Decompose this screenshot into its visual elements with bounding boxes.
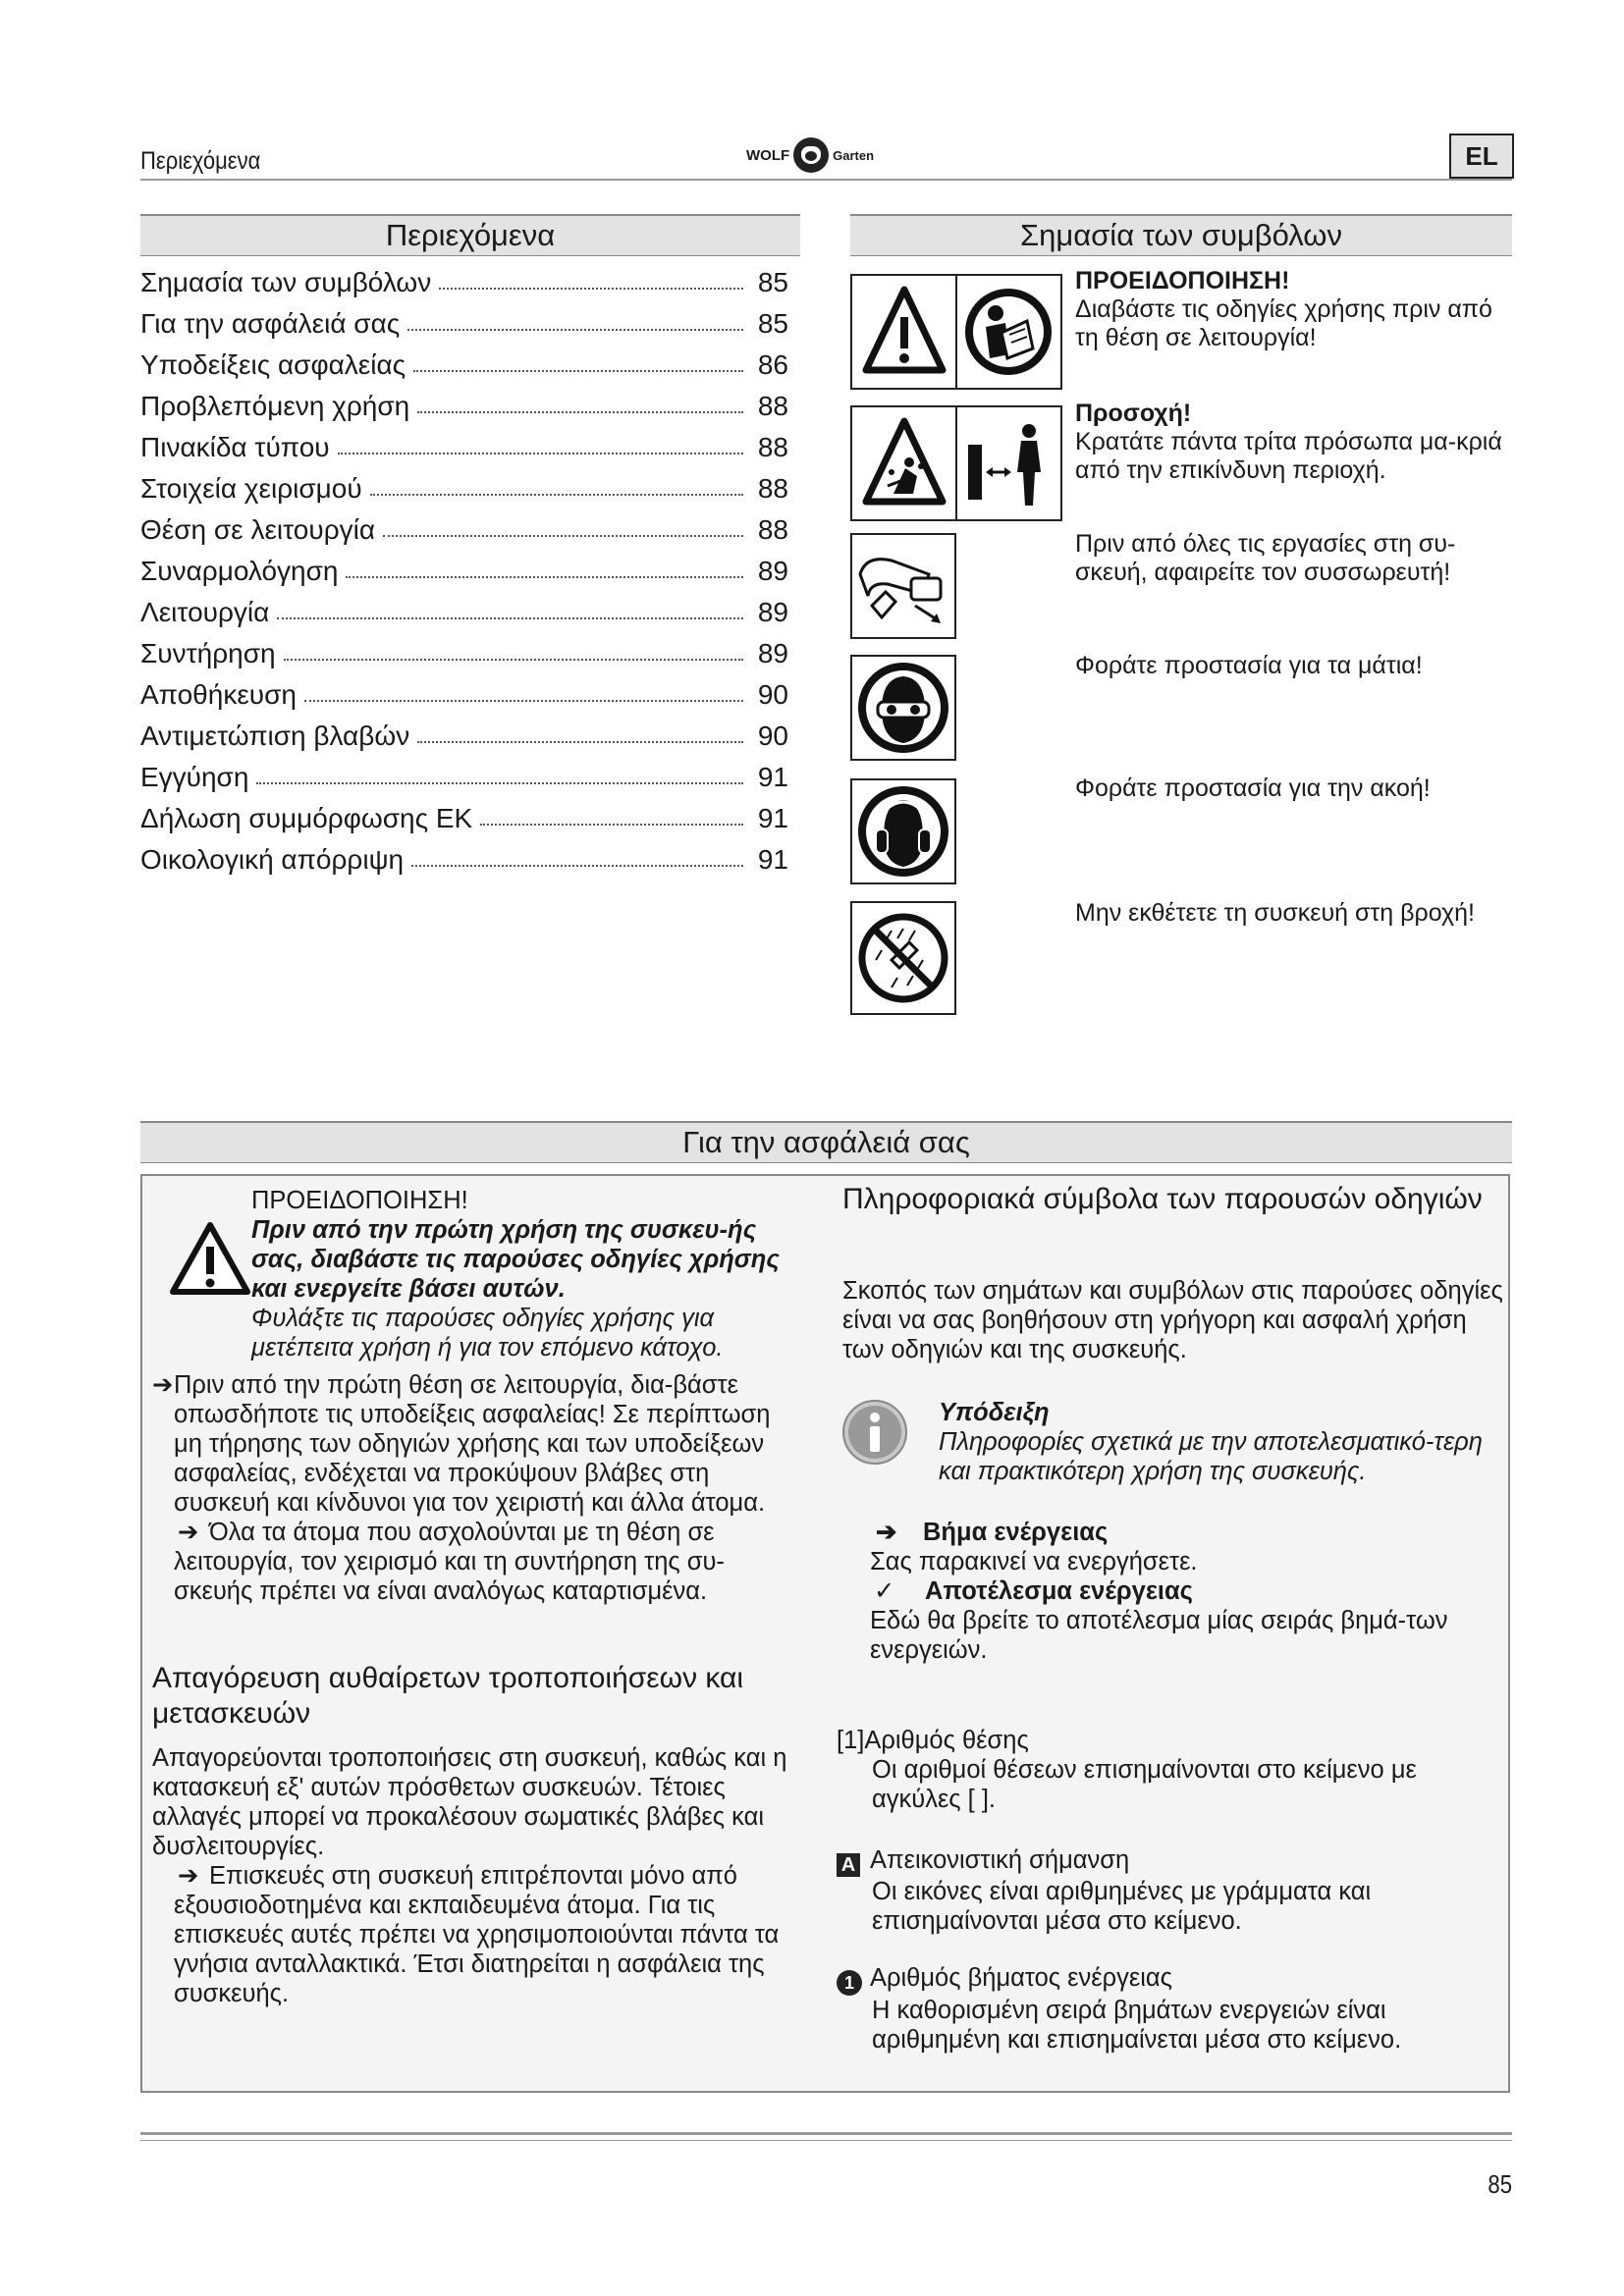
warning-read-manual-sign	[850, 274, 1062, 390]
symbol-description	[1075, 652, 1517, 680]
figure-badge: A	[837, 1853, 860, 1877]
toc-item-page: 91	[757, 803, 788, 833]
toc-item-page: 88	[757, 514, 788, 545]
symbol-description	[1075, 899, 1517, 928]
safety-title: Για την ασφάλειά σας	[682, 1125, 970, 1159]
keep-distance-sign	[850, 405, 1062, 521]
brand-wordmark-right: Garten	[833, 147, 875, 163]
warning-heading: ΠΡΟΕΙΔΟΠΟΙΗΣΗ!	[251, 1187, 468, 1214]
toc-item[interactable]	[140, 463, 788, 505]
symbol-heading: Προσοχή!	[1075, 400, 1192, 427]
toc-item-label: Λειτουργία	[140, 597, 270, 627]
table-of-contents	[140, 257, 788, 876]
toc-item-label: Θέση σε λειτουργία	[140, 514, 376, 545]
toc-item[interactable]	[140, 422, 788, 463]
hint-text: Πληροφορίες σχετικά με την αποτελεσματικό-τερη και πρακτικότερη χρήση της συσκευής.	[939, 1428, 1483, 1485]
toc-item-page: 86	[757, 349, 788, 380]
running-header-title: Περιεχόμενα	[140, 147, 261, 175]
toc-item-label: Αντιμετώπιση βλαβών	[140, 721, 410, 751]
modifications-text: Απαγορεύονται τροποποιήσεις στη συσκευή, καθώς και η κατασκευή εξ' αυτών πρόσθετων συσκευών. Τέτοιες αλλαγές μπορεί να προκαλέσουν σωματικές βλάβες και δυσλειτουργίες.	[152, 1744, 787, 1860]
symbol-text: Φοράτε προστασία για την ακοή!	[1075, 774, 1431, 802]
toc-item-label: Αποθήκευση	[140, 679, 297, 710]
arrow-icon: ➔	[876, 1519, 897, 1546]
toc-item[interactable]	[140, 546, 788, 587]
symbol-description	[1075, 774, 1517, 803]
no-rain-sign	[850, 901, 956, 1015]
symbol-text: Διαβάστε τις οδηγίες χρήσης πριν από τη θέση σε λειτουργία!	[1075, 295, 1492, 351]
footer-divider-thin	[140, 2140, 1512, 2141]
info-symbols-text: Σκοπός των σημάτων και συμβόλων στις παρούσες οδηγίες είναι να σας βοηθήσουν στη γρήγορη και ασφαλή χρήση των οδηγιών και της συσκευής.	[842, 1277, 1503, 1363]
toc-title: Περιεχόμενα	[385, 218, 556, 252]
step-text: Σας παρακινεί να ενεργήσετε.	[870, 1548, 1198, 1575]
wolf-head-icon	[793, 137, 829, 173]
toc-item[interactable]	[140, 257, 788, 298]
toc-title-bar	[140, 214, 800, 256]
toc-item[interactable]	[140, 752, 788, 793]
brand-logo	[746, 135, 874, 175]
toc-item-label: Συντήρηση	[140, 638, 276, 668]
hint-heading: Υπόδειξη	[939, 1399, 1050, 1426]
modifications-heading: Απαγόρευση αυθαίρετων τροποποιήσεων και μετασκευών	[152, 1662, 744, 1730]
toc-item[interactable]	[140, 711, 788, 752]
toc-item-page: 91	[757, 844, 788, 875]
instruction-text: Πριν από την πρώτη θέση σε λειτουργία, δια-βάστε οπωσδήποτε τις υποδείξεις ασφαλείας! Σε περίπτωση μη τήρησης των οδηγιών χρήσης και των υποδείξεων ασφαλείας, ενδέχεται να προκύψουν βλάβες στη συσκευή και κίνδυνοι για τον χειριστή και άλλα άτομα.	[174, 1371, 771, 1517]
safety-title-bar	[140, 1121, 1512, 1163]
toc-item-page: 88	[757, 473, 788, 504]
toc-item-label: Συναρμολόγηση	[140, 556, 339, 586]
header-divider	[140, 179, 1512, 181]
toc-item[interactable]	[140, 834, 788, 876]
step-heading: Βήμα ενέργειας	[923, 1519, 1109, 1546]
step-number-text: Η καθορισμένη σειρά βημάτων ενεργειών είναι αριθμημένη και επισημαίνεται μέσα στο κείμενο.	[872, 1997, 1402, 2054]
warning-triangle-icon	[866, 290, 943, 370]
symbol-text: Μην εκθέτετε τη συσκευή στη βροχή!	[1075, 899, 1475, 927]
toc-item-page: 88	[757, 391, 788, 421]
arrow-icon: ➔	[178, 1862, 199, 1890]
toc-item-label: Προβλεπόμενη χρήση	[140, 391, 410, 421]
warning-block	[251, 1186, 801, 1362]
toc-item[interactable]	[140, 628, 788, 669]
result-heading: Αποτέλεσμα ενέργειας	[925, 1577, 1193, 1605]
toc-item-page: 89	[757, 638, 788, 668]
toc-item-label: Για την ασφάλειά σας	[140, 308, 401, 339]
warning-bold-text: Πριν από την πρώτη χρήση της συσκευ-ής σας, διαβάστε τις παρούσες οδηγίες χρήσης και ενεργείτε βάσει αυτών.	[251, 1216, 780, 1303]
ear-protection-sign	[850, 778, 956, 884]
figure-label-block	[837, 1845, 1510, 1936]
read-manual-icon	[965, 289, 1052, 375]
info-icon	[840, 1398, 909, 1467]
symbols-title-bar	[850, 214, 1512, 256]
brand-wordmark-left: WOLF	[746, 146, 790, 164]
toc-item-label: Στοιχεία χειρισμού	[140, 473, 362, 504]
language-badge: EL	[1449, 133, 1514, 179]
symbol-text: Φοράτε προστασία για τα μάτια!	[1075, 652, 1423, 679]
toc-item[interactable]	[140, 381, 788, 422]
keep-distance-icon	[968, 424, 1041, 506]
symbol-heading: ΠΡΟΕΙΔΟΠΟΙΗΣΗ!	[1075, 267, 1290, 294]
instruction-paragraph	[152, 1370, 820, 1606]
position-number-heading: Αριθμός θέσης	[864, 1727, 1029, 1754]
symbol-text: Κρατάτε πάντα τρίτα πρόσωπα μα-κριά από την επικίνδυνη περιοχή.	[1075, 428, 1502, 484]
toc-item-page: 90	[757, 721, 788, 751]
position-number-prefix: [1]	[837, 1727, 865, 1754]
info-symbols-heading: Πληροφοριακά σύμβολα των παρουσών οδηγιών	[842, 1183, 1483, 1215]
symbol-text: Πριν από όλες τις εργασίες στη συ-σκευή, αφαιρείτε τον συσσωρευτή!	[1075, 530, 1456, 586]
instruction-text: Όλα τα άτομα που ασχολούνται με τη θέση σε λειτουργία, τον χειρισμό και τη συντήρηση της συ-σκευής πρέπει να είναι αναλόγως καταρτισμένα.	[174, 1519, 725, 1605]
toc-item-page: 88	[757, 432, 788, 462]
toc-item-label: Δήλωση συμμόρφωσης ΕΚ	[140, 803, 473, 833]
toc-item[interactable]	[140, 340, 788, 381]
toc-item-page: 90	[757, 679, 788, 710]
toc-item-page: 85	[757, 267, 788, 297]
symbol-description	[1075, 530, 1517, 587]
toc-item[interactable]	[140, 669, 788, 711]
toc-item-page: 89	[757, 556, 788, 586]
step-number-block	[837, 1963, 1510, 2055]
hint-block	[939, 1398, 1508, 1486]
arrow-icon: ➔	[152, 1371, 174, 1399]
toc-item-page: 85	[757, 308, 788, 339]
toc-item[interactable]	[140, 793, 788, 834]
symbol-description	[1075, 267, 1517, 352]
toc-item[interactable]	[140, 587, 788, 628]
eye-protection-icon	[852, 657, 954, 759]
symbol-description	[1075, 400, 1517, 485]
page-number: 85	[1488, 2169, 1512, 2199]
ear-protection-icon	[852, 780, 954, 882]
toc-item-label: Υποδείξεις ασφαλείας	[140, 349, 406, 380]
symbols-title: Σημασία των συμβόλων	[1019, 218, 1343, 252]
toc-item-label: Εγγύηση	[140, 762, 249, 792]
toc-item-page: 91	[757, 762, 788, 792]
modifications-block	[152, 1743, 820, 2008]
toc-item-page: 89	[757, 597, 788, 627]
step-block	[870, 1518, 1508, 1665]
warning-italic-text: Φυλάξτε τις παρούσες οδηγίες χρήσης για μετέπειτα χρήση ή για τον επόμενο κάτοχο.	[251, 1305, 724, 1362]
toc-item-label: Σημασία των συμβόλων	[140, 267, 432, 297]
modifications-arrow-text: Επισκευές στη συσκευή επιτρέπονται μόνο από εξουσιοδοτημένα και εκπαιδευμένα άτομα. Για τις επισκευές αυτές πρέπει να χρησιμοποιούνται πάντα τα γνήσια ανταλλακτικά. Έτσι διατηρείται η ασφάλεια της συσκευής.	[174, 1862, 780, 2007]
figure-label-heading: Απεικονιστική σήμανση	[870, 1846, 1130, 1874]
step-number-heading: Αριθμός βήματος ενέργειας	[870, 1964, 1172, 1992]
toc-item[interactable]	[140, 505, 788, 546]
checkmark-icon: ✓	[874, 1577, 895, 1605]
figure-label-text: Οι εικόνες είναι αριθμημένες με γράμματα και επισημαίνονται μέσα στο κείμενο.	[872, 1878, 1372, 1935]
toc-item-label: Πινακίδα τύπου	[140, 432, 330, 462]
result-text: Εδώ θα βρείτε το αποτέλεσμα μίας σειράς βημά-των ενεργειών.	[870, 1607, 1448, 1664]
position-number-text: Οι αριθμοί θέσεων επισημαίνονται στο κείμενο με αγκύλες [ ].	[872, 1756, 1417, 1813]
footer-divider	[140, 2132, 1512, 2135]
no-rain-icon	[852, 903, 954, 1013]
toc-item-label: Οικολογική απόρριψη	[140, 844, 405, 875]
remove-battery-icon	[852, 535, 954, 637]
position-number-block	[837, 1726, 1510, 1814]
step-number-badge: 1	[837, 1970, 862, 1996]
arrow-icon: ➔	[178, 1519, 199, 1546]
remove-battery-sign	[850, 533, 956, 639]
toc-item[interactable]	[140, 298, 788, 340]
eye-protection-sign	[850, 655, 956, 761]
warning-triangle-icon	[169, 1221, 251, 1296]
thrown-objects-warning-icon	[866, 421, 943, 502]
